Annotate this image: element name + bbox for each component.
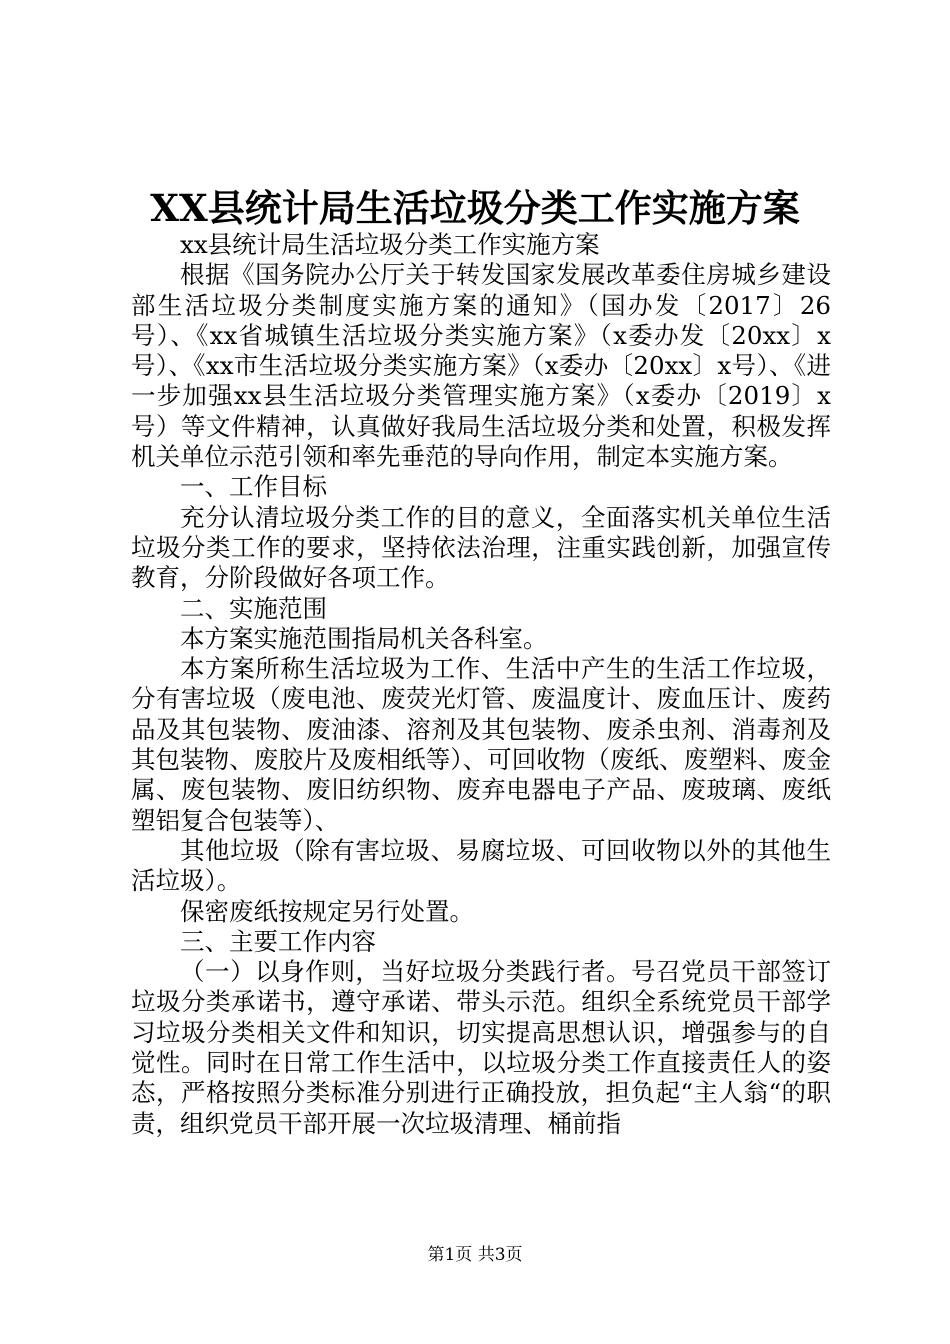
paragraph-waste-definition: 本方案所称生活垃圾为工作、生活中产生的生活工作垃圾，分有害垃圾（废电池、废荧光灯管、废温度计、废血压计、废药品及其包装物、废油漆、溶剂及其包装物、废杀虫剂、消毒剂及其包装物、废胶片及废相纸等）、可回收物（废纸、废塑料、废金属、废包装物、废旧纺织物、废弃电器电子产品、废玻璃、废纸塑铝复合包装等）、 [131, 654, 831, 835]
document-title: XX县统计局生活垃圾分类工作实施方案 [150, 186, 800, 230]
paragraph-goals: 充分认清垃圾分类工作的目的意义，全面落实机关单位生活垃圾分类工作的要求，坚持依法治理，注重实践创新，加强宣传教育，分阶段做好各项工作。 [131, 502, 831, 593]
paragraph-confidential-paper: 保密废纸按规定另行处置。 [180, 896, 474, 926]
paragraph-subtitle: xx县统计局生活垃圾分类工作实施方案 [180, 230, 600, 259]
section-heading-goals: 一、工作目标 [180, 472, 327, 502]
paragraph-lead-by-example: （一）以身作则，当好垃圾分类践行者。号召党员干部签订垃圾分类承诺书，遵守承诺、带头示范。组织全系统党员干部学习垃圾分类相关文件和知识，切实提高思想认识，增强参与的自觉性。同时在日常工作生活中，以垃圾分类工作直接责任人的姿态，严格按照分类标准分别进行正确投放，担负起“主人翁“的职责，组织党员干部开展一次垃圾清理、桶前指 [131, 957, 831, 1138]
section-heading-main-work: 三、主要工作内容 [180, 926, 376, 956]
document-body [131, 230, 831, 1139]
section-heading-scope: 二、实施范围 [180, 593, 327, 623]
paragraph-scope: 本方案实施范围指局机关各科室。 [180, 623, 548, 653]
paragraph-intro: 根据《国务院办公厅关于转发国家发展改革委住房城乡建设部生活垃圾分类制度实施方案的通知》（国办发〔2017〕26号）、《xx省城镇生活垃圾分类实施方案》（x委办发〔20xx〕x号）、《xx市生活垃圾分类实施方案》（x委办〔20xx〕x号）、《进一步加强xx县生活垃圾分类管理实施方案》（x委办〔2019〕x号）等文件精神，认真做好我局生活垃圾分类和处置，积极发挥机关单位示范引领和率先垂范的导向作用，制定本实施方案。 [131, 260, 831, 472]
paragraph-other-waste: 其他垃圾（除有害垃圾、易腐垃圾、可回收物以外的其他生活垃圾）。 [131, 835, 831, 896]
page-footer: 第1页 共3页 [427, 1245, 523, 1265]
